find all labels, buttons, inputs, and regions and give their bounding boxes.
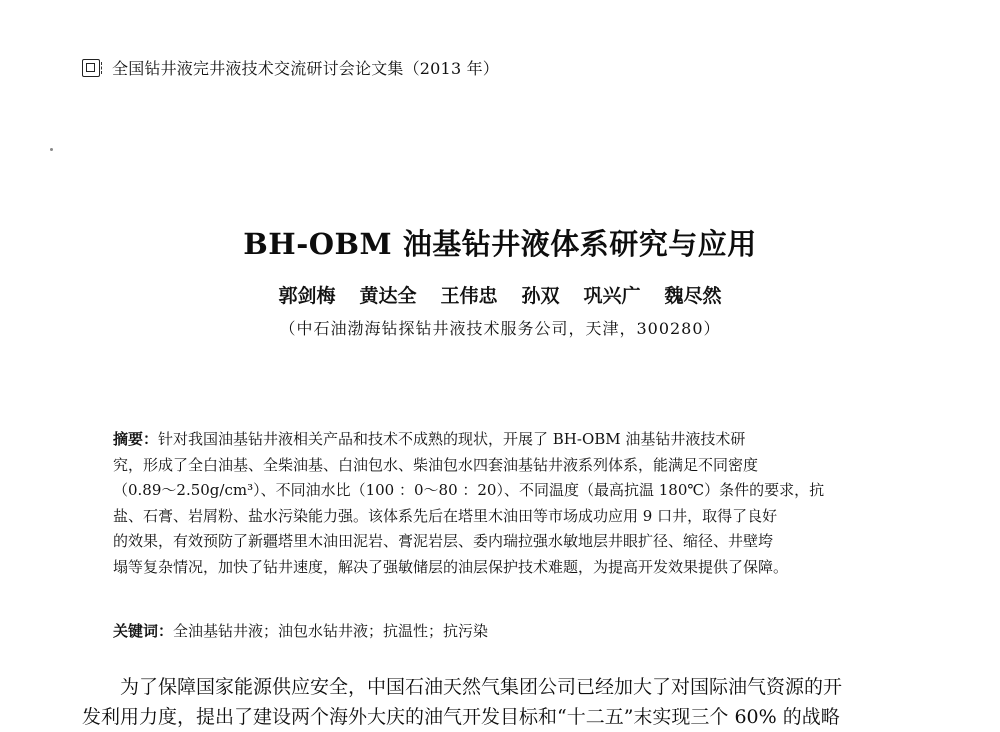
abstract-block — [113, 427, 893, 580]
author-list — [0, 281, 1000, 308]
author-name: 黄达全 — [359, 285, 417, 307]
author-name: 魏尽然 — [664, 285, 722, 307]
body-line: 为了保障国家能源供应安全，中国石油天然气集团公司已经加大了对国际油气资源的开 — [82, 676, 843, 698]
author-name: 孙双 — [521, 285, 560, 307]
keywords-block — [113, 620, 488, 641]
abstract-text: 针对我国油基钻井液相关产品和技术不成熟的现状，开展了 BH-OBM 油基钻井液技术研 — [158, 430, 746, 448]
abstract-line: 究，形成了全白油基、全柴油基、白油包水、柴油包水四套油基钻井液系列体系，能满足不同密度 — [113, 455, 759, 474]
running-header — [82, 56, 499, 79]
author-name: 王伟忠 — [440, 285, 498, 307]
abstract-line: 盐、石膏、岩屑粉、盐水污染能力强。该体系先后在塔里木油田等市场成功应用 9 口井，取得了良好 — [113, 506, 778, 525]
keywords-text: 全油基钻井液；油包水钻井液；抗温性；抗污染 — [173, 622, 489, 640]
author-name: 巩兴广 — [583, 285, 641, 307]
abstract-line: 的效果，有效预防了新疆塔里木油田泥岩、膏泥岩层、委内瑞拉强水敏地层井眼扩径、缩径、井壁垮 — [113, 532, 774, 550]
proceedings-logo-icon — [82, 59, 100, 77]
body-line: 发利用力度，提出了建设两个海外大庆的油气开发目标和“十二五”末实现三个 60% 的战略 — [82, 706, 840, 728]
author-affiliation: （中石油渤海钻探钻井液技术服务公司，天津，300280） — [279, 319, 721, 338]
paper-title: BH-OBM 油基钻井液体系研究与应用 — [243, 227, 757, 261]
abstract-label: 摘要： — [113, 430, 159, 448]
abstract-line: 塌等复杂情况，加快了钻井速度，解决了强敏储层的油层保护技术难题，为提高开发效果提供了保障。 — [113, 557, 789, 576]
body-paragraph — [82, 672, 912, 732]
running-header-text: 全国钻井液完井液技术交流研讨会论文集（2013 年） — [112, 59, 500, 78]
scan-speck — [50, 148, 53, 151]
abstract-line: （0.89～2.50g/cm³）、不同油水比（100 ：0～80 ：20）、不同温度（最高抗温 180℃）条件的要求，抗 — [113, 481, 825, 499]
keywords-label: 关键词： — [113, 622, 174, 640]
author-name: 郭剑梅 — [278, 285, 336, 307]
abstract-line — [113, 427, 893, 453]
